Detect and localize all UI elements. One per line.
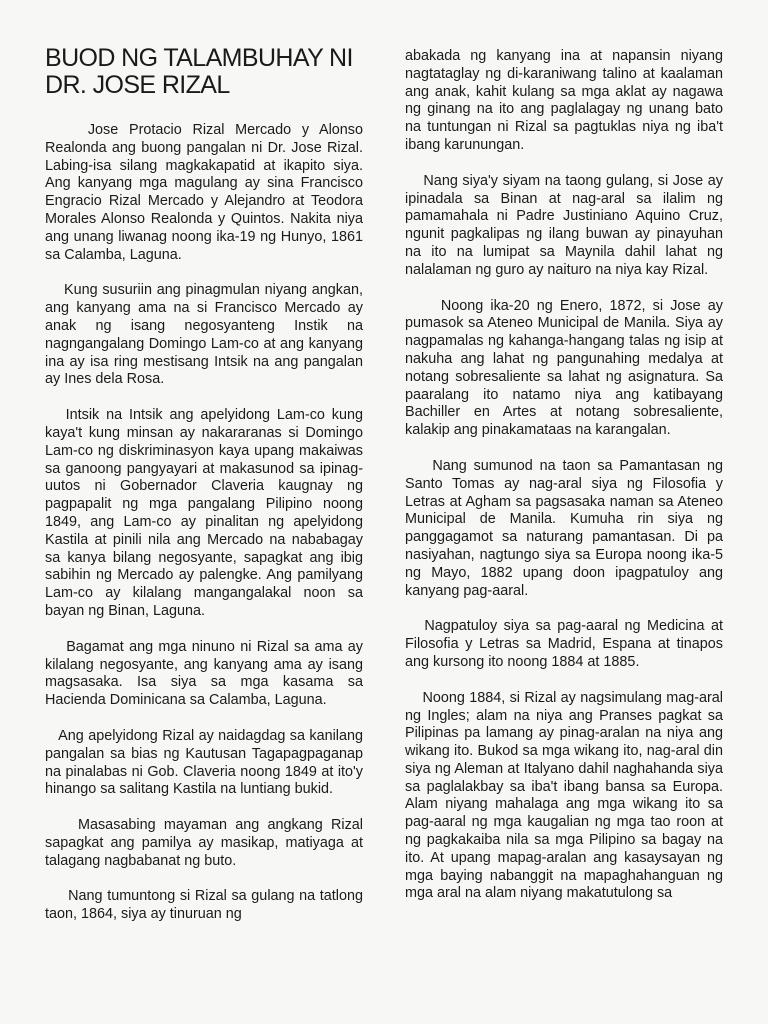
- paragraph: Nang siya'y siyam na taong gulang, si Jose ay ipinadala sa Binan at nag-aral sa ilalim ng pamamahala ni Padre Justiniano Aquino Cruz, ngunit pagkalipas ng ilang buwan ay pinayuhan na ito na lumipat sa Maynila dahil lahat ng nalalaman ng guro ay naituro na niya kay Rizal.: [405, 172, 723, 278]
- paragraph: Jose Protacio Rizal Mercado y Alonso Realonda ang buong pangalan ni Dr. Jose Rizal. Labing-isa silang magkakapatid at ikapito siya. Ang kanyang mga magulang ay sina Francisco Engracio Rizal Mercado y Alejandro at Teodora Morales Alonso Realonda y Quintos. Nakita niya ang unang liwanag noong ika-19 ng Hunyo, 1861 sa Calamba, Laguna.: [45, 122, 363, 263]
- right-column: [405, 0, 723, 921]
- paragraph: Bagamat ang mga ninuno ni Rizal sa ama ay kilalang negosyante, ang kanyang ama ay isang magsasaka. Isa siya sa mga kasama sa Hacienda Dominicana sa Calamba, Laguna.: [45, 638, 363, 709]
- left-column: [45, 0, 363, 942]
- paragraph: Nagpatuloy siya sa pag-aaral ng Medicina at Filosofia y Letras sa Madrid, Espana at tinapos ang kursong ito noong 1884 at 1885.: [405, 618, 723, 670]
- paragraph: Nang sumunod na taon sa Pamantasan ng Santo Tomas ay nag-aral siya ng Filosofia y Letras at Agham sa pagsasaka naman sa Ateneo Municipal de Manila. Kumuha rin siya ng panggagamot sa naturang pamantasan. Di pa nasiyahan, nagtungo siya sa Europa noong ika-5 ng Mayo, 1882 upang doon ipagpatuloy ang kanyang pag-aaral.: [405, 457, 723, 599]
- paragraph: Noong 1884, si Rizal ay nagsimulang mag-aral ng Ingles; alam na niya ang Pranses pagkat sa Pilipinas pa lamang ay pinag-aralan na niya ang wikang ito. Bukod sa mga wikang ito, nag-aral din siya ng Aleman at Italyano dahil naghahanda siya sa paglalakbay sa iba't ibang bansa sa Europa. Alam niyang mahalaga ang mga wikang ito sa pag-aaral ng mga kaugalian ng mga tao roon at ng pagkakaiba nila sa mga Pilipino sa bagay na ito. At upang mapag-aralan ang kasaysayan ng mga baying nabanggit na mapaghahanguan ng mga aral na alam niyang makatutulong sa: [405, 689, 723, 902]
- paragraph: Masasabing mayaman ang angkang Rizal sapagkat ang pamilya ay masikap, matiyaga at talagang nagbabanat ng buto.: [45, 817, 363, 869]
- paragraph: abakada ng kanyang ina at napansin niyang nagtataglay ng di-karaniwang talino at kaalaman ang anak, kahit kulang sa mga aklat ay nagawa ng ginang na ito ang paglalagay ng unang bato na tuntungan ni Rizal sa pagtuklas niya ng iba't ibang karunungan.: [405, 48, 723, 153]
- paragraph: Ang apelyidong Rizal ay naidagdag sa kanilang pangalan sa bias ng Kautusan Tagapagpaganap na pinalabas ni Gob. Claveria noong 1849 at ito'y hinango sa salitang Kastila na luntiang bukid.: [45, 727, 363, 798]
- paragraph: Nang tumuntong si Rizal sa gulang na tatlong taon, 1864, siya ay tinuruan ng: [45, 888, 363, 923]
- paragraph: Kung susuriin ang pinagmulan niyang angkan, ang kanyang ama na si Francisco Mercado ay anak ng isang negosyanteng Instik na nagngangalang Domingo Lam-co at ang kanyang ina ay isa ring mestisang Intsik na ang pangalan ay Ines dela Rosa.: [45, 282, 363, 388]
- paragraph: Noong ika-20 ng Enero, 1872, si Jose ay pumasok sa Ateneo Municipal de Manila. Siya ay nagpamalas ng kahanga-hangang talas ng isip at nakuha ang lahat ng pangunahing medalya at notang sobresaliente sa lahat ng asignatura. Sa paaralang ito natamo niya ang katibayang Bachiller en Artes at notang sobresaliente, kalakip ang pinakamataas na karangalan.: [405, 297, 723, 439]
- paragraph: Intsik na Intsik ang apelyidong Lam-co kung kaya't kung minsan ay nakararanas si Domingo Lam-co ng diskriminasyon kaya upang makaiwas sa ganoong pangyayari at makasunod sa ipinag-uutos ni Gobernador Claveria kaugnay ng pagpapalit ng mga pangalang Pilipino noong 1849, ang Lam-co ay pinalitan ng apelyidong Kastila at pinili nila ang Mercado na nababagay sa kanya bilang negosyante, sapagkat ang ibig sabihin ng Mercado ay palengke. Ang pamilyang Lam-co ay kilalang mangangalakal noon sa bayan ng Binan, Laguna.: [45, 407, 363, 619]
- document-title: BUOD NG TALAMBUHAY NI DR. JOSE RIZAL: [45, 44, 353, 99]
